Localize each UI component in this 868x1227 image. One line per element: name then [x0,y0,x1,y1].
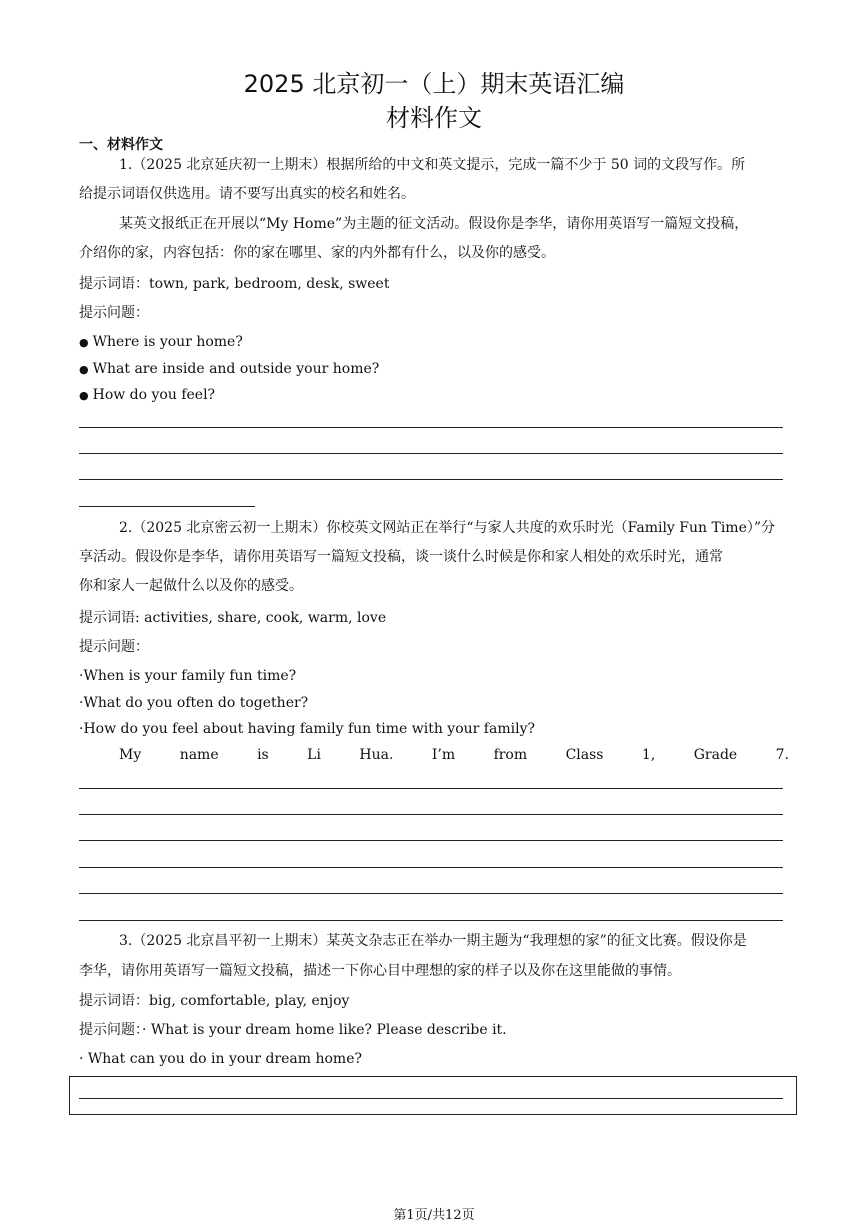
starter-word: I’m [431,747,456,763]
starter-word: Hua. [359,747,394,763]
q1-question-3: ● How do you feel? [79,386,215,405]
q2-hint-words: 提示词语: activities, share, cook, warm, love [79,610,387,626]
answer-line[interactable] [79,1098,783,1099]
answer-line[interactable] [79,893,783,894]
answer-line[interactable] [79,814,783,815]
starter-word: My [119,747,142,763]
q1-question-1: ● Where is your home? [79,333,243,352]
q2-starter-sentence [119,746,789,764]
q1-question-2: ● What are inside and outside your home? [79,360,379,379]
q2-question-3: ·How do you feel about having family fun time with your family? [79,721,535,737]
section-heading: 一、材料作文 [79,137,163,153]
answer-line[interactable] [79,788,783,789]
answer-line[interactable] [79,920,783,921]
starter-word: Class [565,747,604,763]
q1-line1: 1.（2025 北京延庆初一上期末）根据所给的中文和英文提示，完成一篇不少于 50 词的文段写作。所 [119,157,746,173]
starter-word: Li [307,747,321,763]
q2-line3: 你和家人一起做什么以及你的感受。 [79,578,303,594]
q2-hint-questions-label: 提示问题： [79,639,149,655]
q1-hint-words: 提示词语：town, park, bedroom, desk, sweet [79,276,390,292]
answer-line[interactable] [79,840,783,841]
q3-line2: 李华，请你用英语写一篇短文投稿，描述一下你心目中理想的家的样子以及你在这里能做的事情。 [79,963,681,979]
page-number: 第1页/共12页 [393,1208,475,1223]
page-subtitle: 材料作文 [386,104,482,132]
answer-line-short[interactable] [79,506,255,507]
starter-word: from [493,747,528,763]
answer-line[interactable] [79,427,783,428]
q1-line2: 给提示词语仅供选用。请不要写出真实的校名和姓名。 [79,186,415,202]
answer-line[interactable] [79,453,783,454]
starter-word: 1, [641,747,656,763]
starter-word: Grade [693,747,738,763]
starter-word: name [179,747,219,763]
q3-question-2: · What can you do in your dream home? [79,1051,362,1067]
q2-question-2: ·What do you often do together? [79,695,309,711]
q3-hint-words: 提示词语：big, comfortable, play, enjoy [79,993,350,1009]
answer-line[interactable] [79,479,783,480]
q1-hint-questions-label: 提示问题： [79,305,149,321]
q3-hint-questions: 提示问题：· What is your dream home like? Please describe it. [79,1022,507,1038]
q2-line2: 享活动。假设你是李华，请你用英语写一篇短文投稿，谈一谈什么时候是你和家人相处的欢乐时光，通常 [79,549,723,565]
answer-line[interactable] [79,867,783,868]
starter-word: is [257,747,269,763]
q3-line1: 3.（2025 北京昌平初一上期末）某英文杂志正在举办一期主题为“我理想的家”的征文比赛。假设你是 [119,933,747,949]
q2-line1: 2.（2025 北京密云初一上期末）你校英文网站正在举行“与家人共度的欢乐时光（Family Fun Time）”分 [119,520,776,536]
starter-word: 7. [775,747,789,763]
q1-line3: 某英文报纸正在开展以“My Home”为主题的征文活动。假设你是李华，请你用英语写一篇短文投稿， [119,216,749,232]
answer-box[interactable] [69,1076,797,1115]
page-title: 2025 北京初一（上）期末英语汇编 [243,70,625,98]
q1-line4: 介绍你的家，内容包括：你的家在哪里、家的内外都有什么，以及你的感受。 [79,245,555,261]
q2-question-1: ·When is your family fun time? [79,668,297,684]
